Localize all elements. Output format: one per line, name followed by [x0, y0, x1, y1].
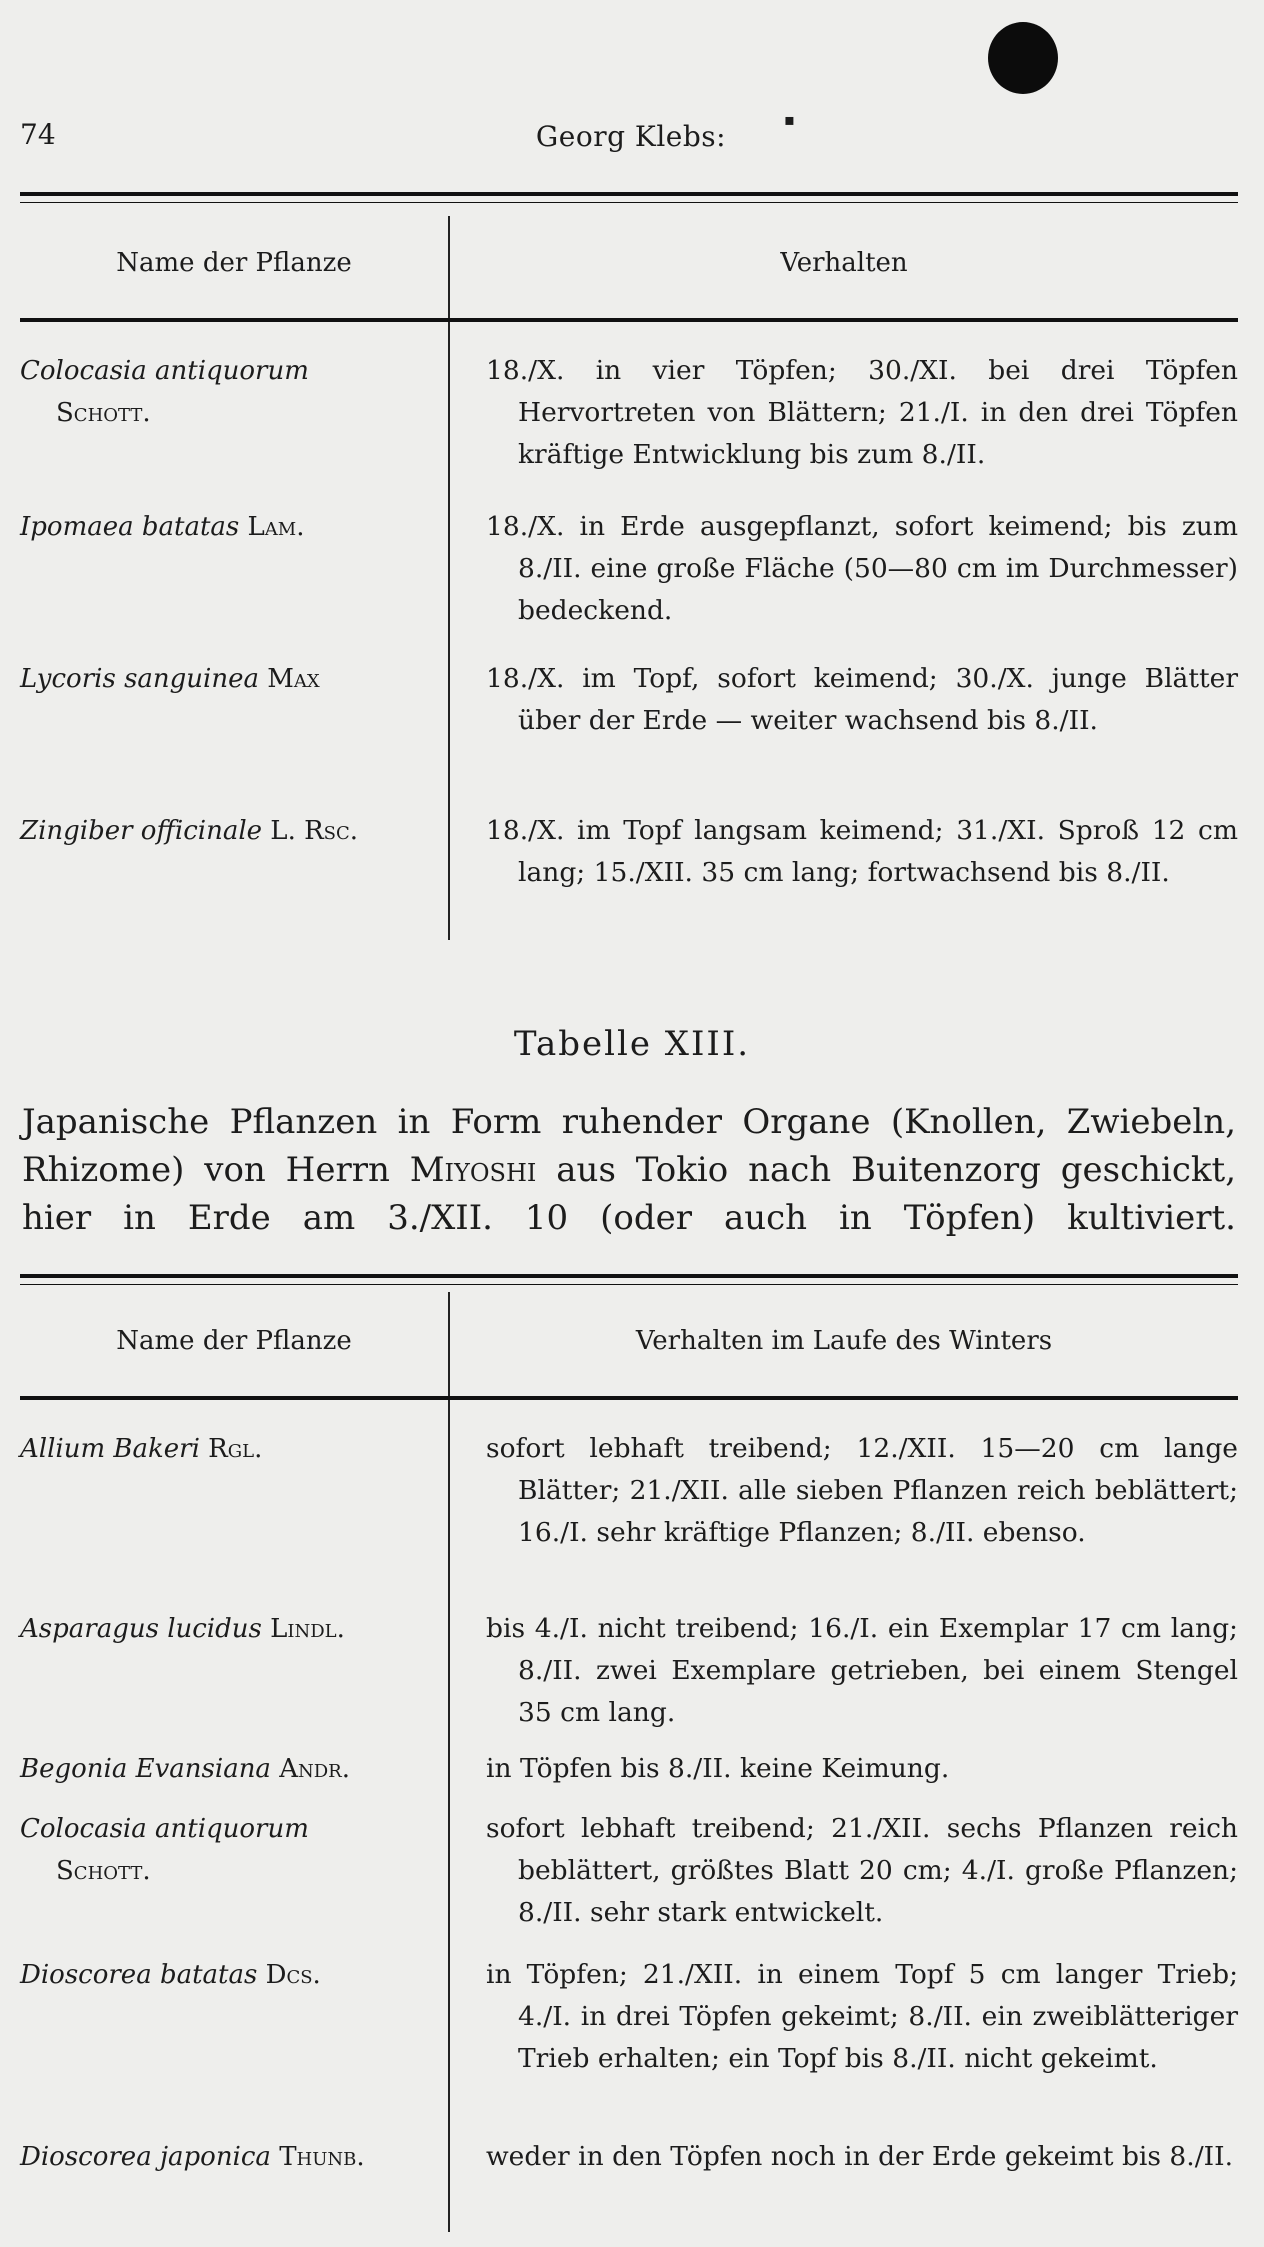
plant-behaviour: 18./X. in vier Töpfen; 30./XI. bei drei Töpfen Hervortreten von Blättern; 21./I. in den drei Töpfen kräftige Entwicklung bis zum 8./II. — [486, 355, 1238, 470]
plant-author: Thunb. — [279, 2142, 365, 2172]
plant-name — [20, 1608, 440, 1650]
plant-name — [20, 658, 440, 700]
table2-header-rule — [20, 1396, 1238, 1400]
plant-author: L. Rsc. — [270, 816, 359, 846]
plant-author: Max — [267, 664, 320, 694]
column-header-name: Name der Pflanze — [116, 248, 352, 278]
print-mark: ▪ — [784, 110, 795, 129]
plant-author: Schott. — [56, 1856, 151, 1886]
plant-behaviour: bis 4./I. nicht treibend; 16./I. ein Exemplar 17 cm lang; 8./II. zwei Exemplare getrieben, bei einem Stengel 35 cm lang. — [486, 1613, 1238, 1728]
table1-header-rule — [20, 318, 1238, 322]
column-header-behaviour: Verhalten im Laufe des Winters — [635, 1326, 1053, 1356]
plant-genus: Begonia Evansiana — [20, 1754, 271, 1784]
column-header-name: Name der Pflanze — [116, 1326, 352, 1356]
plant-behaviour: weder in den Töpfen noch in der Erde gekeimt bis 8./II. — [486, 2141, 1233, 2172]
plant-genus: Asparagus lucidus — [20, 1614, 262, 1644]
ink-blot — [988, 22, 1058, 94]
plant-name — [20, 2136, 440, 2178]
plant-name — [20, 350, 440, 434]
plant-genus: Dioscorea batatas — [20, 1960, 258, 1990]
plant-author: Andr. — [279, 1754, 350, 1784]
plant-genus: Dioscorea japonica — [20, 2142, 271, 2172]
plant-genus: Allium Bakeri — [20, 1434, 200, 1464]
plant-author: Dcs. — [265, 1960, 321, 1990]
column-header-behaviour: Verhalten — [780, 248, 908, 278]
table1-top-rule — [20, 192, 1238, 196]
plant-genus: Ipomaea batatas — [20, 512, 240, 542]
table2-top-rule-thin — [20, 1284, 1238, 1285]
plant-genus: Zingiber officinale — [20, 816, 263, 846]
plant-author: Schott. — [56, 398, 151, 428]
plant-behaviour: 18./X. im Topf langsam keimend; 31./XI. Sproß 12 cm lang; 15./XII. 35 cm lang; fortwachsend bis 8./II. — [486, 815, 1238, 888]
table1-column-divider — [448, 216, 450, 940]
plant-behaviour: 18./X. im Topf, sofort keimend; 30./X. junge Blätter über der Erde — weiter wachsend bis 8./II. — [486, 663, 1238, 736]
plant-author: Rgl. — [208, 1434, 263, 1464]
caption-person-name: Miyoshi — [409, 1150, 537, 1190]
plant-author: Lindl. — [270, 1614, 345, 1644]
plant-name — [20, 810, 440, 852]
plant-behaviour: sofort lebhaft treibend; 21./XII. sechs Pflanzen reich beblättert, größtes Blatt 20 cm; 4./I. große Pflanzen; 8./II. sehr stark entwickelt. — [486, 1813, 1238, 1928]
plant-name — [20, 1954, 440, 1996]
plant-name — [20, 1428, 440, 1470]
running-head: Georg Klebs: — [535, 120, 727, 153]
plant-name — [20, 506, 440, 548]
table1-top-rule-thin — [20, 202, 1238, 203]
caption-text-end: aus Tokio nach Buitenzorg geschickt, hier in Erde am 3./XII. 10 (oder auch in Töpfen) kultiviert. — [22, 1150, 1237, 1238]
plant-name — [20, 1748, 440, 1790]
plant-behaviour: in Töpfen bis 8./II. keine Keimung. — [486, 1753, 950, 1784]
table2-column-divider — [448, 1292, 450, 2232]
table2-top-rule — [20, 1274, 1238, 1278]
plant-genus: Colocasia antiquorum — [20, 1814, 309, 1844]
table-title: Tabelle XIII. — [513, 1024, 751, 1064]
page-header — [20, 110, 1242, 162]
plant-author: Lam. — [247, 512, 305, 542]
plant-behaviour: sofort lebhaft treibend; 12./XII. 15—20 cm lange Blätter; 21./XII. alle sieben Pflanzen reich beblättert; 16./I. sehr kräftige Pflanzen; 8./II. ebenso. — [486, 1433, 1238, 1548]
plant-genus: Colocasia antiquorum — [20, 356, 309, 386]
page-number: 74 — [20, 118, 56, 151]
plant-genus: Lycoris sanguinea — [20, 664, 259, 694]
plant-behaviour: in Töpfen; 21./XII. in einem Topf 5 cm langer Trieb; 4./I. in drei Töpfen gekeimt; 8./II. ein zweiblätteriger Trieb erhalten; ein Topf bis 8./II. nicht gekeimt. — [486, 1959, 1238, 2074]
plant-behaviour: 18./X. in Erde ausgepflanzt, sofort keimend; bis zum 8./II. eine große Fläche (50—80 cm im Durchmesser) bedeckend. — [486, 511, 1238, 626]
caption-text-start: Japanische Pflanzen in Form ruhender Organe (Knollen, Zwiebeln, Rhizome) von Herrn — [22, 1102, 1236, 1190]
plant-name — [20, 1808, 440, 1892]
table-caption — [22, 1098, 1236, 1242]
